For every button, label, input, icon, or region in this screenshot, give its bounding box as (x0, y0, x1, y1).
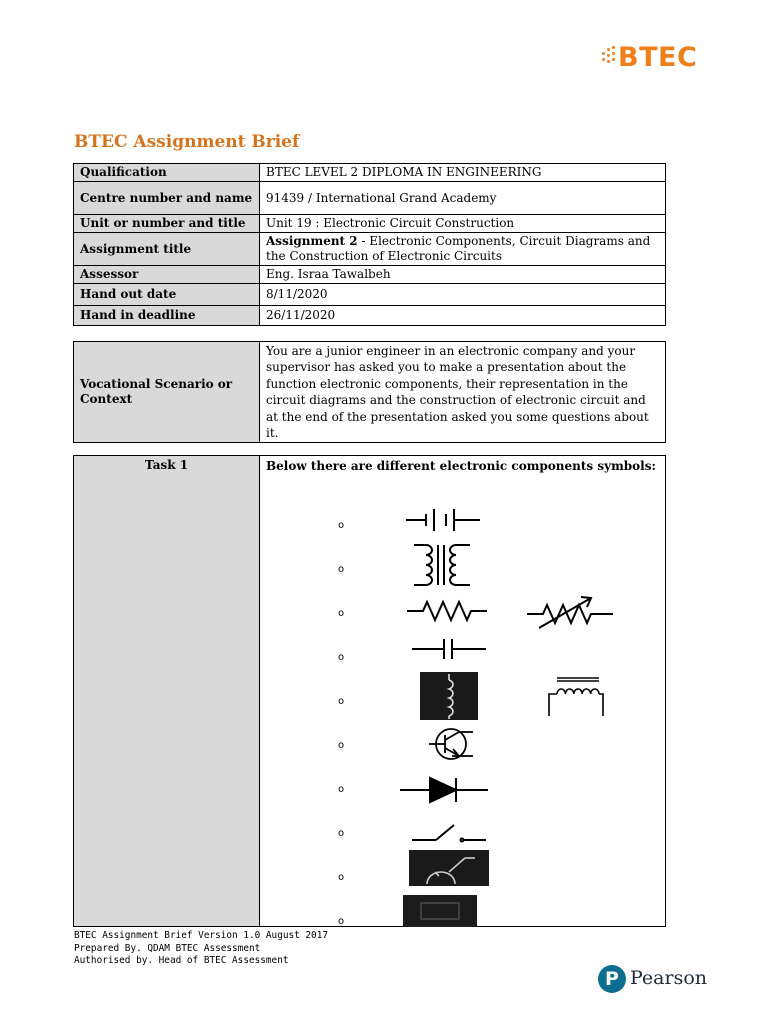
integrated-circuit-symbol-icon (403, 895, 477, 927)
table-row (74, 266, 666, 284)
list-bullet: o (338, 872, 345, 883)
switch-symbol-icon (410, 820, 488, 846)
task-table (73, 455, 666, 927)
row-value: 91439 / International Grand Academy (260, 182, 666, 215)
variable-resistor-symbol-icon (525, 592, 617, 632)
row-label: Assessor (74, 266, 260, 284)
row-value (260, 233, 666, 266)
row-label: Assignment title (74, 233, 260, 266)
row-value: 8/11/2020 (260, 284, 666, 306)
scenario-table (73, 341, 666, 443)
photo-component-symbol-icon (409, 850, 489, 886)
transistor-symbol-icon (425, 726, 477, 762)
list-bullet: o (338, 564, 345, 575)
pearson-wordmark: Pearson (630, 967, 708, 989)
document-footer (74, 930, 328, 968)
components-heading: Below there are different electronic components symbols: (266, 459, 656, 473)
row-value: Unit 19 : Electronic Circuit Construction (260, 215, 666, 233)
row-value: BTEC LEVEL 2 DIPLOMA IN ENGINEERING (260, 164, 666, 182)
iron-core-inductor-symbol-icon (543, 670, 607, 718)
list-bullet: o (338, 608, 345, 619)
row-label: Qualification (74, 164, 260, 182)
assignment-number: Assignment 2 (266, 234, 358, 248)
row-value: Eng. Israa Tawalbeh (260, 266, 666, 284)
logo-text: BTEC (618, 42, 698, 73)
table-row (74, 456, 666, 927)
inductor-symbol-icon (420, 672, 478, 720)
btec-logo (602, 42, 702, 74)
row-value: 26/11/2020 (260, 306, 666, 326)
resistor-symbol-icon (405, 599, 489, 623)
pearson-mark-icon: P (598, 965, 626, 993)
pearson-logo (598, 965, 708, 999)
table-row (74, 182, 666, 215)
row-label: Hand in deadline (74, 306, 260, 326)
transformer-symbol-icon (412, 542, 472, 588)
footer-version: BTEC Assignment Brief Version 1.0 August 2017 (74, 930, 328, 941)
list-bullet: o (338, 520, 345, 531)
list-bullet: o (338, 784, 345, 795)
row-label: Hand out date (74, 284, 260, 306)
footer-prepared: Prepared By. QDAM BTEC Assessment (74, 942, 261, 954)
details-table (73, 163, 666, 326)
table-row (74, 215, 666, 233)
scenario-label: Vocational Scenario or Context (74, 342, 260, 443)
table-row (74, 164, 666, 182)
list-bullet: o (338, 828, 345, 839)
table-row (74, 233, 666, 266)
scenario-text: You are a junior engineer in an electronic company and your supervisor has asked you to make a presentation about the function electronic components, their representation in the circuit diagrams and the construction of electronic circuit and at the end of the presentation asked you some questions about it. (260, 342, 666, 443)
assignment-title: - Electronic Components, Circuit Diagrams and the Construction of Electronic Circuits (266, 234, 651, 263)
list-bullet: o (338, 740, 345, 751)
battery-symbol-icon (404, 507, 484, 533)
page-title: BTEC Assignment Brief (74, 132, 300, 152)
row-label: Centre number and name (74, 182, 260, 215)
table-row (74, 342, 666, 443)
task-label: Task 1 (74, 456, 260, 927)
diode-symbol-icon (398, 772, 492, 808)
list-bullet: o (338, 652, 345, 663)
capacitor-symbol-icon (410, 636, 488, 662)
list-bullet: o (338, 916, 345, 927)
footer-authorised: Authorised by. Head of BTEC Assessment (74, 955, 289, 967)
logo-dots-icon (602, 46, 616, 70)
list-bullet: o (338, 696, 345, 707)
row-label: Unit or number and title (74, 215, 260, 233)
components-cell (260, 456, 666, 927)
table-row (74, 284, 666, 306)
table-row (74, 306, 666, 326)
